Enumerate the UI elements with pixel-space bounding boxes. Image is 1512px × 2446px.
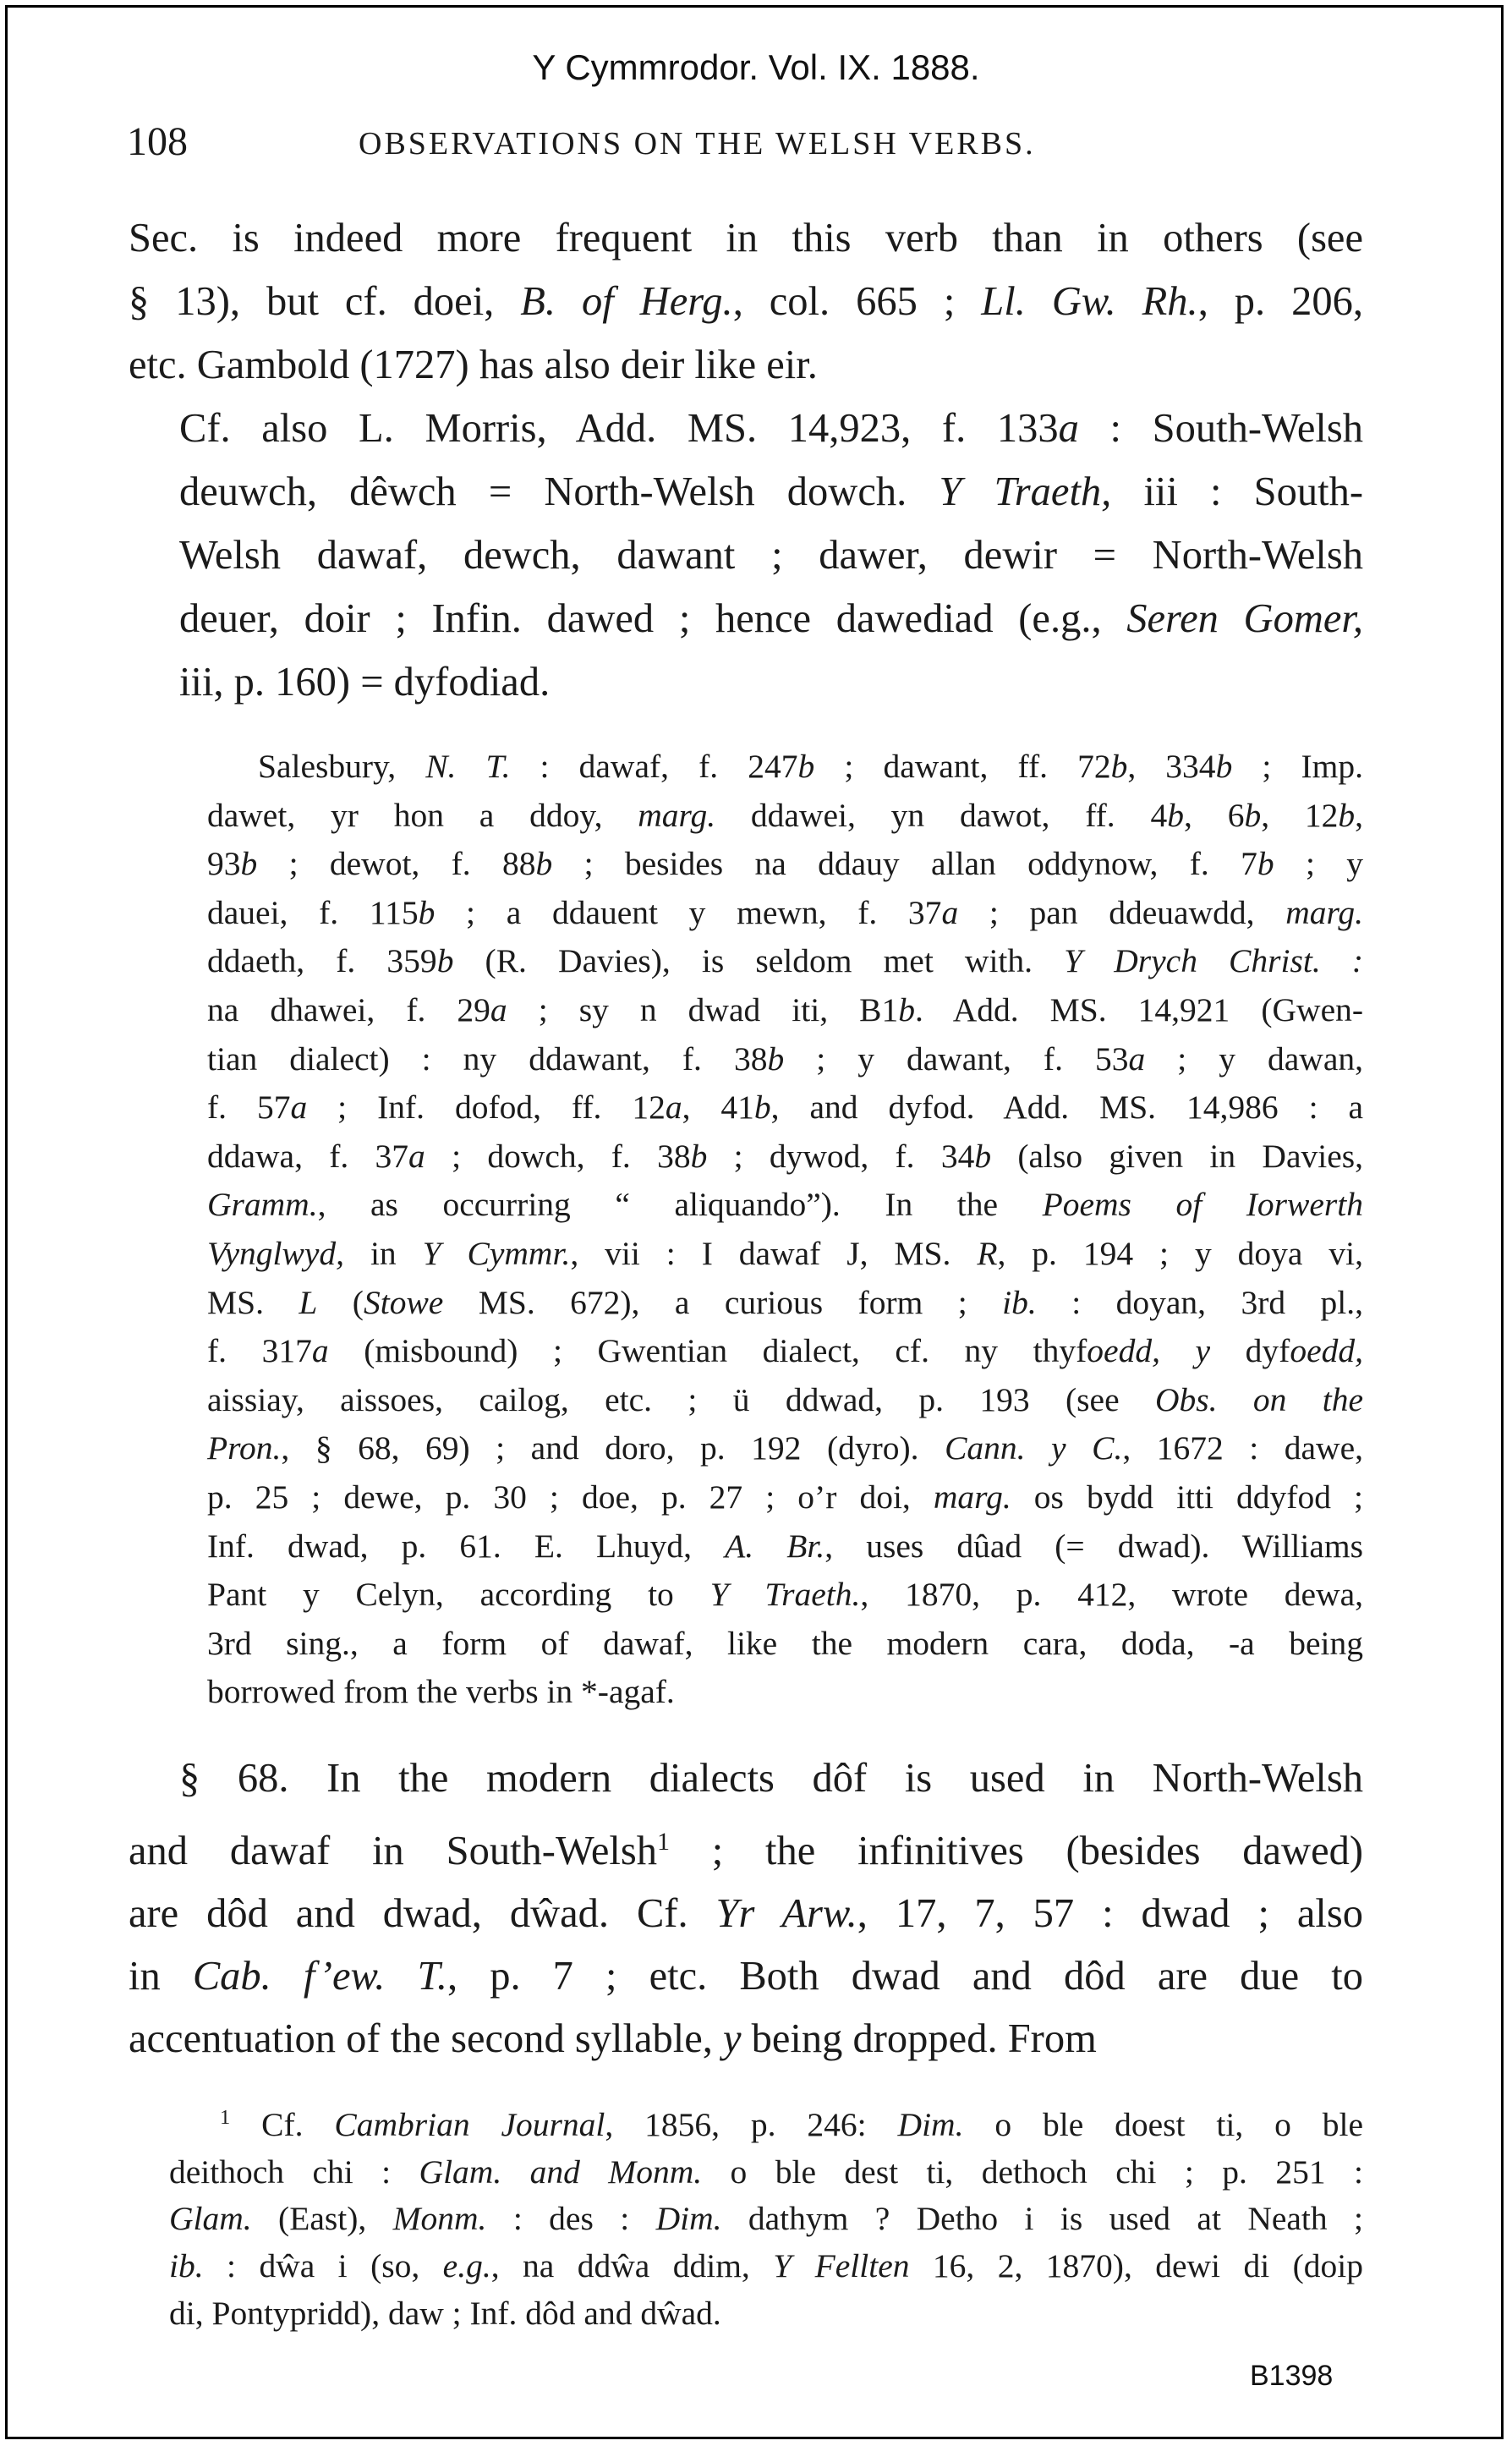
page-number: 108 [127,119,188,164]
text-line: dawet, yr hon a ddoy, marg. ddawei, yn dawot, ff. 4b, 6b, 12b, [207,796,1364,834]
text-line: § 68. In the modern dialects dôf is used in North-Welsh [179,1756,1363,1801]
text-line: borrowed from the verbs in *-agaf. [207,1673,675,1711]
text-line: Pant y Celyn, according to Y Traeth., 1870, p. 412, wrote dewa, [207,1576,1363,1614]
text-line: na dhawei, f. 29a ; sy n dwad iti, B1b. Add. MS. 14,921 (Gwen- [207,990,1363,1028]
text-line: ib. : dŵa i (so, e.g., na ddŵa ddim, Y Fellten 16, 2, 1870), dewi di (doip [169,2246,1363,2284]
text-line: 3rd sing., a form of dawaf, like the modern cara, doda, -a being [207,1624,1363,1662]
citation-note [207,743,1363,1717]
text-line: Gramm., as occurring “ aliquando”). In the Poems of Iorwerth [207,1186,1363,1224]
text-line: are dôd and dwad, dŵad. Cf. Yr Arw., 17, 7, 57 : dwad ; also [129,1891,1363,1937]
text-line: Salesbury, N. T. : dawaf, f. 247b ; dawant, ff. 72b, 334b ; Imp. [258,748,1364,785]
text-line: ddawa, f. 37a ; dowch, f. 38b ; dywod, f. 34b (also given in Davies, [207,1137,1363,1175]
running-head [127,118,1378,169]
text-line: deuer, doir ; Infin. dawed ; hence dawediad (e.g., Seren Gomer, [179,596,1364,641]
text-line: accentuation of the second syllable, y being dropped. From [129,2016,1097,2062]
paragraph [129,397,1363,714]
text-line: $^1$ Cf. Cambrian Journal, 1856, p. 246: Dim. o ble doest ti, o ble [220,2106,1363,2144]
text-line: f. 57a ; Inf. dofod, ff. 12a, 41b, and dyfod. Add. MS. 14,986 : a [207,1089,1364,1127]
text-line: deuwch, dêwch = North-Welsh dowch. Y Traeth, iii : South- [179,469,1363,514]
footnote [169,2094,1363,2337]
text-line: Vynglwyd, in Y Cymmr., vii : I dawaf J, MS. R, p. 194 ; y doya vi, [207,1234,1363,1272]
main-text [129,206,1363,714]
text-line: 93b ; dewot, f. 88b ; besides na ddauy allan oddynow, f. 7b ; y [207,845,1363,883]
text-line: and dawaf in South-Welsh$^1$ ; the infinitives (besides dawed) [129,1827,1363,1874]
text-line: Welsh dawaf, dewch, dawant ; dawer, dewir = North-Welsh [179,533,1363,578]
text-line: di, Pontypridd), daw ; Inf. dôd and dŵad. [169,2294,721,2332]
text-line: § 13), but cf. doei, B. of Herg., col. 665 ; Ll. Gw. Rh., p. 206, [129,279,1363,324]
text-line: p. 25 ; dewe, p. 30 ; doe, p. 27 ; o’r doi, marg. os bydd itti ddyfod ; [207,1478,1364,1516]
text-line: etc. Gambold (1727) has also deir like eir. [129,343,818,387]
text-line: in Cab. f’ew. T., p. 7 ; etc. Both dwad and dôd are due to [129,1954,1363,1999]
section-68 [129,1747,1363,2070]
text-line: Pron., § 68, 69) ; and doro, p. 192 (dyro). Cann. y C., 1672 : dawe, [207,1429,1363,1467]
text-line: Glam. (East), Monm. : des : Dim. dathym ? Detho i is used at Neath ; [169,2200,1363,2238]
text-line: MS. L (Stowe MS. 672), a curious form ; ib. : doyan, 3rd pl., [207,1283,1363,1321]
text-line: tian dialect) : ny ddawant, f. 38b ; y dawant, f. 53a ; y dawan, [207,1039,1363,1078]
text-line: aissiay, aissoes, cailog, etc. ; ü ddwad, p. 193 (see Obs. on the [207,1380,1363,1418]
paragraph [129,206,1363,397]
text-line: ddaeth, f. 359b (R. Davies), is seldom met with. Y Drych Christ. : [207,942,1363,980]
text-line: dauei, f. 115b ; a ddauent y mewn, f. 37a ; pan ddeuawdd, marg. [207,893,1363,931]
text-line: f. 317a (misbound) ; Gwentian dialect, cf. ny thyfoedd, y dyfoedd, [207,1332,1363,1370]
catalog-number: B1398 [1250,2360,1334,2392]
text-line: iii, p. 160) = dyfodiad. [179,660,551,705]
source-banner: Y Cymmrodor. Vol. IX. 1888. [532,47,980,87]
text-line: Cf. also L. Morris, Add. MS. 14,923, f. 133a : South-Welsh [179,406,1364,451]
text-line: Inf. dwad, p. 61. E. Lhuyd, A. Br., uses dûad (= dwad). Williams [207,1527,1364,1565]
text-line: Sec. is indeed more frequent in this verb than in others (see [129,216,1363,261]
running-title: OBSERVATIONS ON THE WELSH VERBS. [359,126,1036,162]
text-line: deithoch chi : Glam. and Monm. o ble dest ti, dethoch chi ; p. 251 : [169,2153,1364,2191]
